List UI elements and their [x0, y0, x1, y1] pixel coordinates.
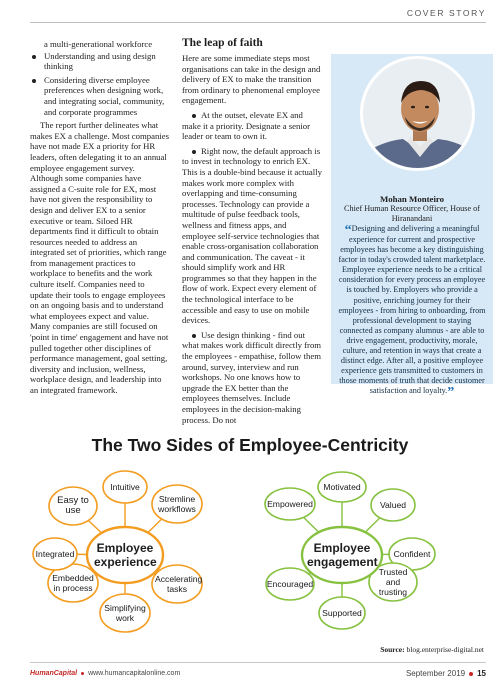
- footer-left: [30, 670, 180, 677]
- experience-node-label: Intuitive: [110, 482, 140, 492]
- experience-node-label: Accelerating tasks: [155, 574, 203, 594]
- engagement-node-label: Empowered: [267, 499, 313, 509]
- footer-right: [406, 669, 486, 678]
- issue-date: September 2019: [405, 669, 466, 678]
- experience-node-label: Embedded in process: [52, 573, 94, 593]
- engagement-node-label: Encouraged: [266, 579, 314, 589]
- brand-logo: HumanCapital: [30, 670, 78, 677]
- quote-author-title: Chief Human Resource Officer, House of Hiranandani: [344, 204, 480, 223]
- middle-column: [182, 53, 322, 425]
- left-bullet-list: [30, 51, 169, 118]
- experience-node-label: Simplifying work: [104, 603, 146, 623]
- left-column: [30, 39, 169, 396]
- footer-rule: [30, 662, 486, 663]
- engagement-node-label: Supported: [322, 608, 362, 618]
- middle-point-text: At the outset, elevate EX and make it a priority. Designate a senior leader or team to own it.: [182, 109, 311, 142]
- left-lead-line: a multi-generational workforce: [44, 39, 153, 49]
- header-rule: [30, 22, 486, 23]
- middle-point: [182, 110, 322, 142]
- middle-point-text: Right now, the default approach is to invest in technology to enrich EX. This is a double-bind because it actually makes work more complex with overlapping and time-consuming processes. Technology can provide a multitude of pulse feedback tools, wellness and fitness apps, and employee self-service technologies that enable cross-organisation collaboration and communication. The caveat - it should simplify work and HR programmes so that they happen in the flow of work. Expect every element of the technological interface to be accessible and easy to use on mobile devices.: [182, 145, 322, 326]
- source-label: Source:: [380, 645, 405, 654]
- quote-text: [336, 223, 488, 401]
- experience-node-label: Integrated: [35, 549, 75, 559]
- engagement-node-label: Trusted and trusting: [378, 567, 408, 597]
- engagement-node-label: Confident: [393, 549, 431, 559]
- bullet-dot: [192, 114, 196, 118]
- section-heading: The leap of faith: [182, 37, 263, 49]
- middle-point: [182, 146, 322, 326]
- engagement-node-label: Valued: [379, 500, 407, 510]
- bullet-dot: [192, 150, 196, 154]
- experience-node-label: Easy to use: [57, 495, 89, 516]
- author-photo: [360, 56, 475, 171]
- engagement-node-label: Motivated: [323, 482, 361, 492]
- middle-point-text: Use design thinking - find out what makes work difficult directly from the employees - empathise, follow them around, survey, interview and run workshops. No one knows how to upgrade the EX better than the employees themselves. Include employees in the decision-making process. Do not: [182, 329, 322, 425]
- experience-node-label: Stremline workflows: [158, 494, 196, 514]
- experience-hub-label: Employee experience: [94, 541, 157, 569]
- left-paragraph: The report further delineates what makes EX a challenge. Most companies have not made EX a priority for HR leaders, often delegating it to an annual employee engagement survey. Although some companies have assigned a C-suite role for EX, most have not given the responsibility to design and deliver EX to a senior executive or team. Siloed HR departments find it difficult to obtain resources needed to address an integrated set of priorities, which range from management practices to workplace to benefits and the work culture itself. Companies need to update their tools to engage employees on an ongoing basis and to understand what employees expect and value. Many companies are still focused on 'point in time' engagement and have not pulled together other disciplines of performance management, goal setting, diversity and inclusion, wellness, workplace design, and leadership into an integrated framework.: [30, 120, 169, 395]
- section-label: COVER STORY: [406, 8, 486, 18]
- diagram-title: The Two Sides of Employee-Centricity: [91, 435, 409, 455]
- bullet-dot: [192, 334, 196, 338]
- left-bullet-item: Considering diverse employee preferences when designing work, and integrating social, community, and corporate programmes: [30, 75, 169, 117]
- source-text: blog.enterprise-digital.net: [406, 645, 484, 654]
- close-quote-icon: ”: [447, 385, 455, 401]
- footer-dot: [81, 672, 84, 675]
- quote-author-name: Mohan Monteiro: [379, 194, 445, 204]
- middle-intro: Here are some immediate steps most organisations can take in the design and delivery of EX to make the transition from ordinary to phenomenal employee engagement.: [182, 53, 321, 106]
- employee-centricity-diagram: [0, 470, 500, 635]
- page-number: 15: [477, 669, 486, 678]
- engagement-hub-label: Employee engagement: [307, 541, 378, 569]
- source-note: [380, 645, 484, 654]
- footer-dot: [469, 672, 473, 676]
- footer-url[interactable]: www.humancapitalonline.com: [88, 670, 181, 677]
- quote-body: Designing and delivering a meaningful experience for current and prospective employees has become a key distinguishing factor in today's crowded talent marketplace. Employee experience needs to be a critical consideration for every process an employee is touched by. Employers who provide a positive, enriching journey for their employees - from hiring to onboarding, from professional development to staying connected as company alumnus - are able to drive engagement, productivity, morale, culture, and retention in ways that create a distinct edge. After all, a positive employee experience gets transmitted to customers in those moments of truth that decide customer satisfaction and loyalty.: [338, 224, 486, 396]
- left-bullet-item: Understanding and using design thinking: [30, 51, 169, 72]
- open-quote-icon: “: [344, 223, 352, 238]
- middle-point: [182, 330, 322, 425]
